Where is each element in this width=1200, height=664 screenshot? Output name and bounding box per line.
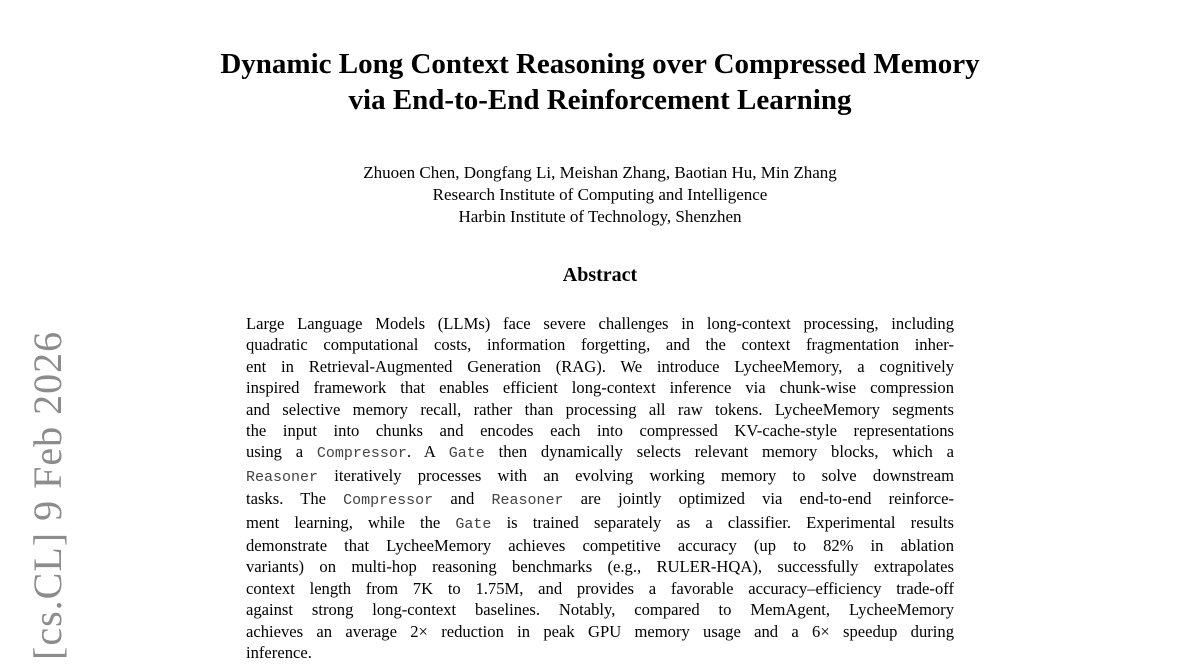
abstract-line: [246, 377, 954, 398]
abstract-line: [246, 535, 954, 556]
abstract-line: [246, 334, 954, 355]
abstract-text: ment learning, while the: [246, 512, 456, 532]
abstract-text: inspired framework that enables efficient long-context inference via chunk-wise compression: [246, 378, 954, 398]
abstract-text: then dynamically selects relevant memory blocks, which a: [484, 442, 954, 462]
abstract-line: [246, 556, 954, 577]
abstract-line: [246, 420, 954, 441]
abstract-text: and selective memory recall, rather than processing all raw tokens. LycheeMemory segments: [246, 399, 954, 419]
abstract-heading: Abstract: [562, 264, 638, 286]
title-line-1: Dynamic Long Context Reasoning over Compressed Memory: [220, 48, 980, 80]
abstract-line: [246, 488, 954, 511]
abstract-line: [246, 512, 954, 535]
author-institute: Research Institute of Computing and Intelligence: [432, 185, 768, 204]
abstract-line: [246, 642, 954, 663]
paper-title: [0, 46, 1200, 118]
abstract-line: [246, 399, 954, 420]
code-term: Compressor: [316, 445, 407, 463]
abstract-text: tasks. The: [246, 489, 344, 509]
abstract-text: inference.: [246, 643, 312, 663]
author-block: [0, 162, 1200, 228]
abstract-line: [246, 441, 954, 464]
abstract-line: [246, 621, 954, 642]
abstract-line: [246, 465, 954, 488]
abstract-line: [246, 313, 954, 334]
abstract-line: [246, 599, 954, 620]
abstract-text: against strong long-context baselines. Notably, compared to MemAgent, LycheeMemory: [246, 600, 954, 620]
title-line-2: via End-to-End Reinforcement Learning: [348, 84, 852, 116]
code-term: Gate: [448, 445, 485, 463]
abstract-text: quadratic computational costs, information forgetting, and the context fragmentation inher-: [246, 335, 954, 355]
abstract-text: and: [433, 489, 492, 509]
abstract-text: is trained separately as a classifier. Experimental results: [491, 512, 954, 532]
abstract-text: ent in Retrieval-Augmented Generation (RAG). We introduce LycheeMemory, a cognitively: [246, 356, 954, 376]
abstract-line: [246, 578, 954, 599]
author-names: Zhuoen Chen, Dongfang Li, Meishan Zhang, Baotian Hu, Min Zhang: [363, 163, 837, 182]
abstract-text: . A: [406, 442, 449, 462]
abstract-body: [246, 313, 954, 664]
code-term: Reasoner: [491, 492, 564, 510]
abstract-text: Large Language Models (LLMs) face severe challenges in long-context processing, including: [246, 314, 954, 333]
abstract-text: variants) on multi-hop reasoning benchmarks (e.g., RULER-HQA), successfully extrapolates: [246, 557, 954, 577]
abstract-text: demonstrate that LycheeMemory achieves competitive accuracy (up to 82% in ablation: [246, 536, 954, 556]
code-term: Gate: [455, 515, 492, 533]
code-term: Compressor: [343, 492, 434, 510]
author-university: Harbin Institute of Technology, Shenzhen: [458, 207, 742, 226]
abstract-text: iteratively processes with an evolving working memory to solve downstream: [318, 465, 954, 485]
code-term: Reasoner: [246, 468, 319, 486]
abstract-text: achieves an average 2× reduction in peak GPU memory usage and a 6× speedup during: [246, 621, 954, 641]
abstract-text: the input into chunks and encodes each into compressed KV-cache-style representations: [246, 421, 954, 441]
abstract-line: [246, 356, 954, 377]
abstract-text: context length from 7K to 1.75M, and provides a favorable accuracy–efficiency trade-off: [246, 578, 954, 598]
arxiv-stamp: [cs.CL] 9 Feb 2026: [25, 330, 70, 660]
abstract-text: using a: [246, 442, 317, 462]
abstract-text: are jointly optimized via end-to-end reinforce-: [563, 489, 954, 509]
